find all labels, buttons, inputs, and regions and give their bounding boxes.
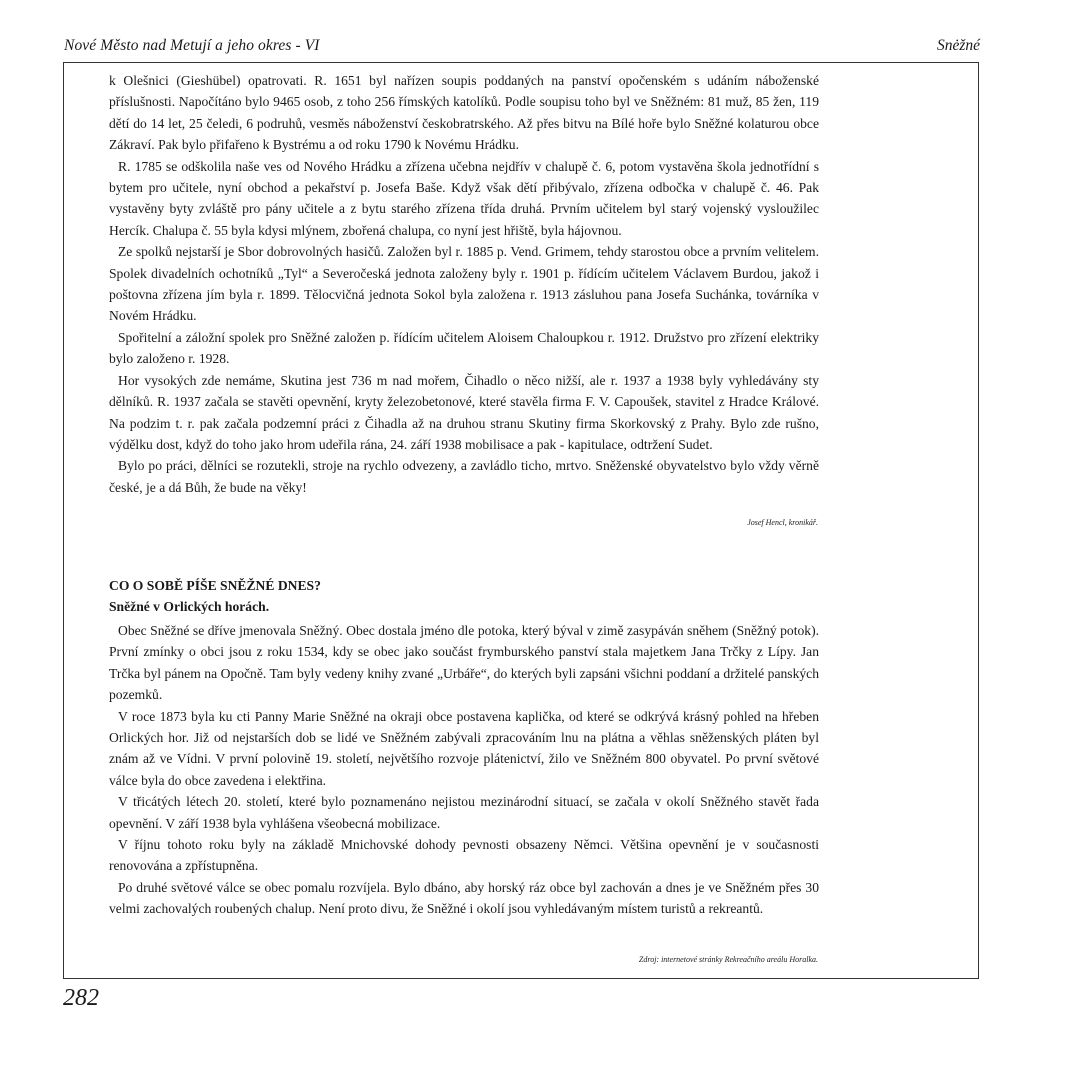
paragraph: V říjnu tohoto roku byly na základě Mnichovské dohody pevnosti obsazeny Němci. Většina opevnění je v současnosti renovována a zpřístupněna. [109,837,819,874]
paragraph: Po druhé světové válce se obec pomalu rozvíjela. Bylo dbáno, aby horský ráz obce byl zachován a dnes je ve Sněžném přes 30 velmi zachovalých roubených chalup. Není proto divu, že Sněžné i okolí jsou vyhledávaným místem turistů a rekreantů. [109,879,819,917]
paragraph: R. 1785 se odškolila naše ves od Nového Hrádku a zřízena učebna nejdřív v chalupě č. 6, potom vystavěna škola jednotřídní s bytem pro učitele, nyní obchod a pekařství p. Josefa Baše. Když však dětí přibývalo, zřízena odbočka v chalupě č. 46. Pak vystavěny byty zvláště pro pány učitele a z bytu starého zřízena třída druhá. Prvním učitelem byl starý vojenský vysloužilec Hercík. Chalupa č. 55 byla kdysi mlýnem, zbořená chalupa, co nyní jest hřiště, byla hájovnou. [109,158,819,238]
paragraph: Hor vysokých zde nemáme, Skutina jest 736 m nad mořem, Čihadlo o něco nižší, ale r. 1937 a 1938 byly vyhledávány sty dělníků. R. 1937 začala se stavěti opevnění, kryty železobetonové, které stavěla firma F. V. Capoušek, stavitel z Hradce Králové. Na podzim t. r. pak začala podzemní práci z Čihadla až na druhou stranu Skutiny firma Skorkovský z Prahy. Bylo zde rušno, výdělku dost, když do toho jako hrom udeřila rána, 24. září 1938 mobilisace a pak - kapitulace, odtržení Sudet. [109,372,819,452]
paragraph: V roce 1873 byla ku cti Panny Marie Sněžné na okraji obce postavena kaplička, od které se odkrývá krásný pohled na hřeben Orlických hor. Již od nejstarších dob se lidé ve Sněžném zabývali zpracováním lnu na plátna a věhlas sněženských pláten byl znám až ve Vídni. V první polovině 19. století, největšího rozvoje plátenictví, žilo ve Sněžném 800 obyvatel. Po první světové válce byla do obce zavedena i elektřina. [109,708,819,788]
section1-body [109,70,819,498]
paragraph: V třicátých létech 20. století, které bylo poznamenáno nejistou mezinárodní situací, se začala v okolí Sněžného stavět řada opevnění. V září 1938 byla vyhlášena všeobecná mobilizace. [109,794,819,831]
paragraph: Spořitelní a záložní spolek pro Sněžné založen p. řídícím učitelem Aloisem Chaloupkou r. 1912. Družstvo pro zřízení elektriky bylo založeno r. 1928. [109,329,819,367]
source-citation: Zdroj: internetové stránky Rekreačního areálu Horalka. [638,955,818,964]
paragraph: Bylo po práci, dělníci se rozutekli, stroje na rychlo odvezeny, a zavládlo ticho, mrtvo. Sněženské obyvatelstvo bylo vždy věrně české, je a dá Bůh, že bude na věky! [109,458,819,495]
paragraph: Ze spolků nejstarší je Sbor dobrovolných hasičů. Založen byl r. 1885 p. Vend. Grimem, tehdy starostou obce a prvním velitelem. Spolek divadelních ochotníků „Tyl“ a Severočeská jednota založeny byly r. 1901 p. řídícím učitelem Václavem Burdou, jakož i poštovna zřízena jím byla r. 1899. Tělocvičná jednota Sokol byla založena r. 1913 zásluhou pana Josefa Suchánka, továrníka v Novém Hrádku. [109,244,819,324]
section-heading: CO O SOBĚ PÍŠE SNĚŽNÉ DNES? [109,578,321,593]
section-subheading: Sněžné v Orlických horách. [109,599,270,614]
paragraph: k Olešnici (Gieshübel) opatrovati. R. 1651 byl nařízen soupis poddaných na panství opočenském s udáním náboženské příslušnosti. Napočítáno bylo 9465 osob, z toho 256 římských katolíků. Podle soupisu toho byl ve Sněžném: 81 muž, 85 žen, 119 dětí do 14 let, 25 čeledi, 6 podruhů, vesměs náboženství českobratrského. Až přes bitvu na Bílé hoře bylo Sněžné kolaturou obce Zákraví. Pak bylo přifařeno k Bystrému a od roku 1790 k Novému Hrádku. [109,73,819,153]
running-head-chapter: Snėžné [936,37,980,54]
section2-body [109,620,819,920]
page-number: 282 [63,985,99,1011]
chronicler-signature: Josef Hencl, kronikář. [747,518,818,527]
paragraph: Obec Sněžné se dříve jmenovala Sněžný. Obec dostala jméno dle potoka, který býval v zimě zasypáván sněhem (Sněžný potok). První zmínky o obci jsou z roku 1534, kdy se obec jako součást frymburského panství stala majetkem Jana Trčky z Lípy. Jan Trčka byl pánem na Opočně. Tam byly vedeny knihy zvané „Urbáře“, do kterých byli zapsáni všichni poddaní a držitelé panských pozemků. [109,623,819,703]
running-head-book-title: Nové Město nad Metují a jeho okres - VI [64,37,320,54]
